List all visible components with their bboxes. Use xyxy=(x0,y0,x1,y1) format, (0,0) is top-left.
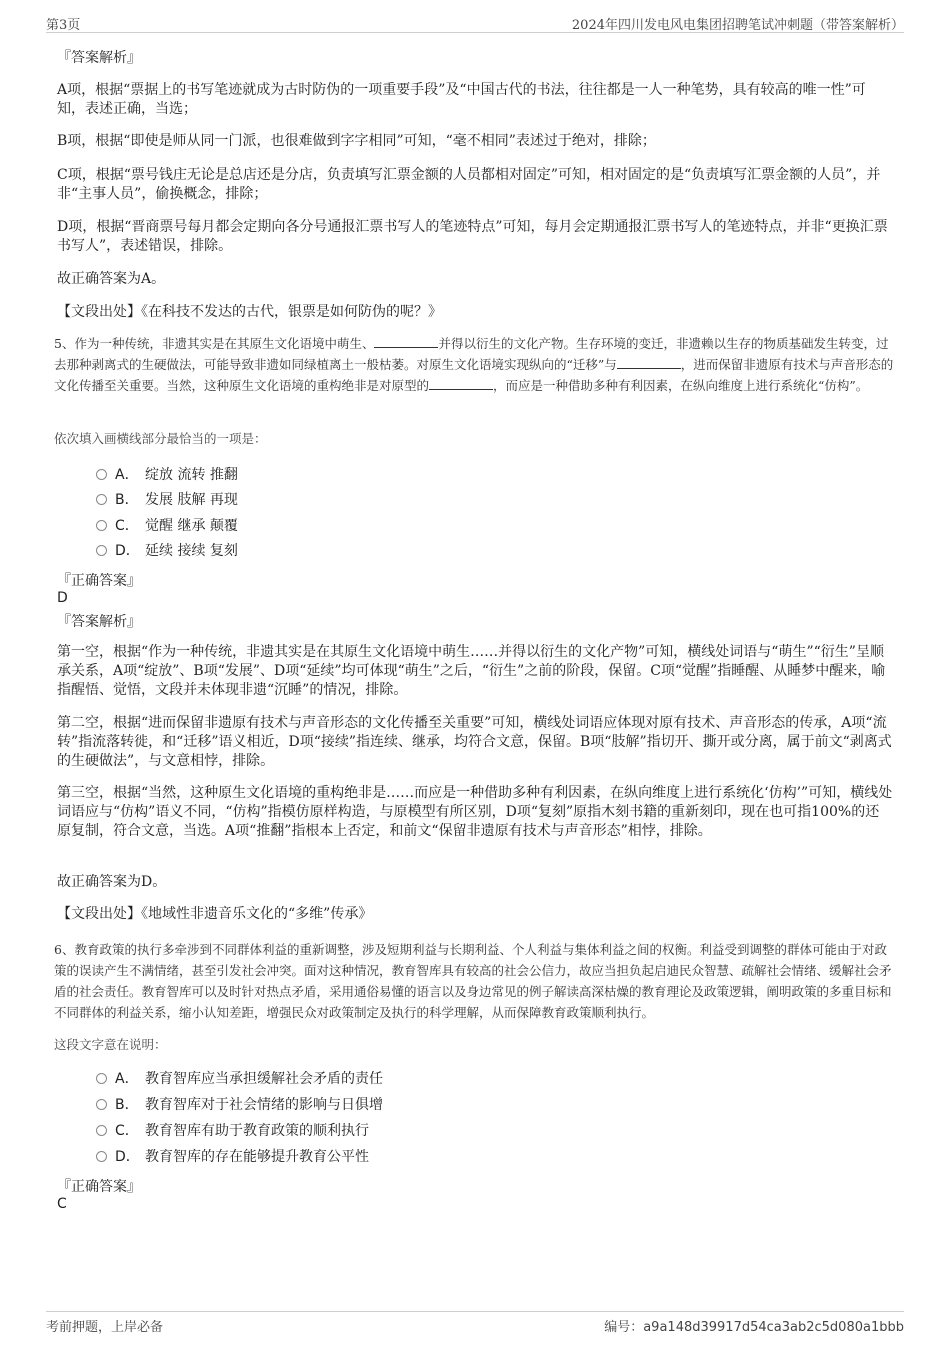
answer-label: 『正确答案』 xyxy=(57,573,141,589)
analysis-paragraph: D项，根据“晋商票号每月都会定期向各分号通报汇票书写人的笔迹特点”可知，每月会定期通报汇票书写人的笔迹特点，并非“更换汇票书写人”，表述错误，排除。 xyxy=(57,219,888,254)
page-header xyxy=(46,12,904,33)
radio-icon[interactable] xyxy=(96,1151,107,1162)
radio-icon[interactable] xyxy=(96,494,107,505)
option-c[interactable]: C． 教育智库有助于教育政策的顺利执行 xyxy=(96,1121,369,1141)
conclusion: 故正确答案为A。 xyxy=(57,271,166,287)
document-title: 2024年四川发电风电集团招聘笔试冲刺题（带答案解析） xyxy=(571,18,904,33)
fill-blank xyxy=(374,335,438,348)
question-stem: 5、作为一种传统，非遗其实是在其原生文化语境中萌生、 并得以衍生的文化产物。生存环境的变迁，非遗赖以生存的物质基础发生转变，过去那种剥离式的生硬做法，可能导致非遗如同绿植离土一般枯萎。对原生文化语境实现纵向的“迁移”与 ，进而保留非遗原有技术与声音形态的文化传播至关重要。当然，这种原生文化语境的重构绝非是对原型的 ，而应是一种借助多种有利因素，在纵向维度上进行系统化“仿构”。 xyxy=(54,336,894,393)
radio-icon[interactable] xyxy=(96,1073,107,1084)
page-number: 第3页 xyxy=(46,18,81,33)
question-prompt: 依次填入画横线部分最恰当的一项是： xyxy=(54,431,267,446)
option-d[interactable]: D． 延续 接续 复刻 xyxy=(96,541,238,561)
document-code: 编号：a9a148d39917d54ca3ab2c5d080a1bbb xyxy=(604,1320,904,1335)
option-a[interactable]: A． 教育智库应当承担缓解社会矛盾的责任 xyxy=(96,1069,383,1089)
answer-value: C xyxy=(57,1196,67,1212)
conclusion: 故正确答案为D。 xyxy=(57,874,167,890)
radio-icon[interactable] xyxy=(96,545,107,556)
option-a[interactable]: A． 绽放 流转 推翻 xyxy=(96,465,238,485)
analysis-paragraph: 第三空，根据“当然，这种原生文化语境的重构绝非是……而应是一种借助多种有利因素，在纵向维度上进行系统化‘仿构’”可知，横线处词语应与“仿构”语义不同，“仿构”指模仿原样构造，与原模型有所区别，D项“复刻”原指木刻书籍的重新刻印，现在也可指100%的还原复制，符合文意，当选。A项“推翻”指根本上否定，和前文“保留非遗原有技术与声音形态”相悖，排除。 xyxy=(57,785,893,839)
question-prompt: 这段文字意在说明： xyxy=(54,1037,167,1052)
analysis-paragraph: 第二空，根据“进而保留非遗原有技术与声音形态的文化传播至关重要”可知，横线处词语应体现对原有技术、声音形态的传承，A项“流转”指流落转徙，和“迁移”语义相近，D项“接续”指连续、继承，均符合文意，保留。B项“肢解”指切开、撕开或分离，属于前文“剥离式的生硬做法”，与文意相悖，排除。 xyxy=(57,715,892,769)
source-citation: 【文段出处】《在科技不发达的古代，银票是如何防伪的呢？》 xyxy=(57,304,442,320)
footer-slogan: 考前押题，上岸必备 xyxy=(46,1320,164,1335)
option-b[interactable]: B． 发展 肢解 再现 xyxy=(96,490,238,510)
source-citation: 【文段出处】《地域性非遗音乐文化的“多维”传承》 xyxy=(57,906,373,922)
option-d[interactable]: D． 教育智库的存在能够提升教育公平性 xyxy=(96,1147,369,1167)
analysis-paragraph: B项，根据“即使是师从同一门派，也很难做到字字相同”可知，“毫不相同”表述过于绝对，排除； xyxy=(57,133,656,149)
radio-icon[interactable] xyxy=(96,469,107,480)
radio-icon[interactable] xyxy=(96,1099,107,1110)
question-stem: 6、教育政策的执行多牵涉到不同群体利益的重新调整，涉及短期利益与长期利益、个人利益与集体利益之间的权衡。利益受到调整的群体可能由于对政策的误读产生不满情绪，甚至引发社会冲突。面对这种情况，教育智库具有较高的社会公信力，故应当担负起启迪民众智慧、疏解社会情绪、缓解社会矛盾的社会责任。教育智库可以及时针对热点矛盾，采用通俗易懂的语言以及身边常见的例子解读高深枯燥的教育理论及政策逻辑，阐明政策的多重目标和不同群体的利益关系，缩小认知差距，增强民众对政策制定及执行的科学理解，从而保障教育政策顺利执行。 xyxy=(54,942,892,1020)
page-footer xyxy=(46,1311,904,1334)
analysis-paragraph: A项，根据“票据上的书写笔迹就成为古时防伪的一项重要手段”及“中国古代的书法，往往都是一人一种笔势，具有较高的唯一性”可知，表述正确，当选； xyxy=(57,82,866,117)
analysis-paragraph: C项，根据“票号钱庄无论是总店还是分店，负责填写汇票金额的人员都相对固定”可知，相对固定的是“负责填写汇票金额的人员”，并非“主事人员”，偷换概念，排除； xyxy=(57,167,881,202)
analysis-label: 『答案解析』 xyxy=(57,50,141,66)
analysis-label: 『答案解析』 xyxy=(57,614,141,630)
radio-icon[interactable] xyxy=(96,1125,107,1136)
fill-blank xyxy=(429,377,493,390)
option-b[interactable]: B． 教育智库对于社会情绪的影响与日俱增 xyxy=(96,1095,383,1115)
option-c[interactable]: C． 觉醒 继承 颠覆 xyxy=(96,516,238,536)
answer-value: D xyxy=(57,590,68,606)
radio-icon[interactable] xyxy=(96,520,107,531)
answer-label: 『正确答案』 xyxy=(57,1179,141,1195)
analysis-paragraph: 第一空，根据“作为一种传统，非遗其实是在其原生文化语境中萌生……并得以衍生的文化产物”可知，横线处词语与“萌生”“衍生”呈顺承关系，A项“绽放”、B项“发展”、D项“延续”均可体现“萌生”之后，“衍生”之前的阶段，保留。C项“觉醒”指睡醒、从睡梦中醒来，喻指醒悟、觉悟，文段并未体现非遗“沉睡”的情况，排除。 xyxy=(57,644,886,698)
fill-blank xyxy=(617,356,681,369)
